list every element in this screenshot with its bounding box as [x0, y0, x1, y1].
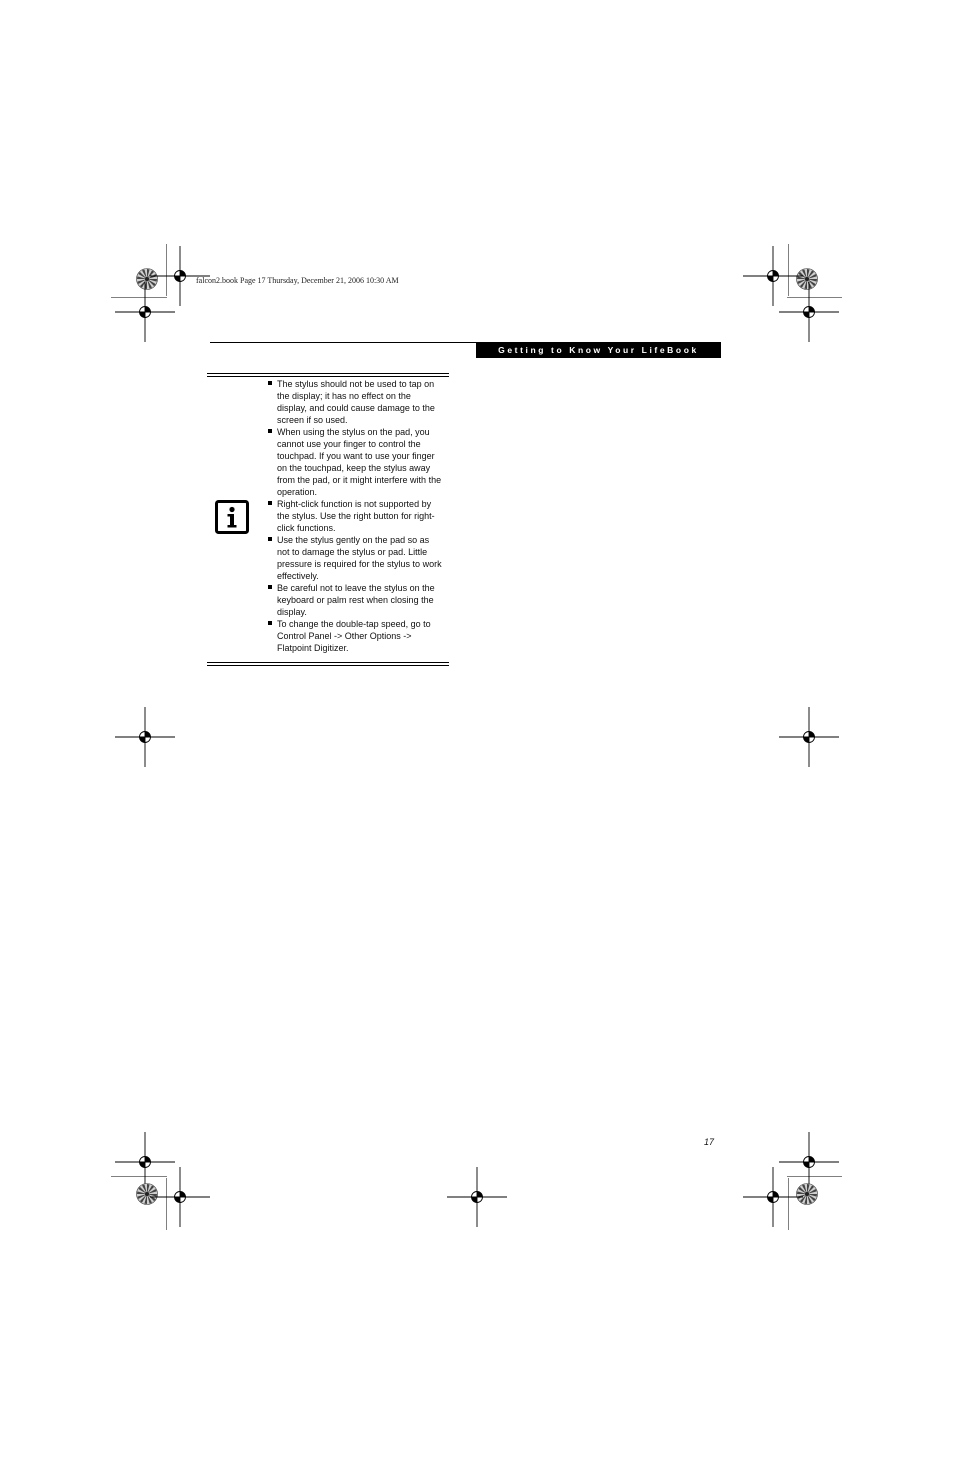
note-list [267, 378, 443, 654]
file-stamp: falcon2.book Page 17 Thursday, December 21, 2006 10:30 AM [196, 276, 399, 285]
note-top-rule [207, 373, 449, 374]
crosshair-mark-icon [115, 707, 175, 767]
note-bottom-rule [207, 662, 449, 663]
trim-line [788, 1178, 789, 1230]
trim-line [111, 297, 167, 298]
page-number: 17 [704, 1137, 715, 1147]
note-top-rule [207, 376, 449, 377]
note-bottom-rule [207, 665, 449, 666]
list-item: Right-click function is not supported by the stylus. Use the right button for right-click functions. [267, 498, 443, 534]
header-rule [210, 342, 476, 343]
list-item: Use the stylus gently on the pad so as not to damage the stylus or pad. Little pressure is required for the stylus to work effectively. [267, 534, 443, 582]
crosshair-mark-icon [447, 1167, 507, 1227]
crosshair-mark-icon [779, 707, 839, 767]
crosshair-mark-icon [150, 1167, 210, 1227]
trim-line [787, 297, 842, 298]
note-box [207, 372, 449, 667]
list-item: When using the stylus on the pad, you cannot use your finger to control the touchpad. If you want to use your finger on the touchpad, keep the stylus away from the pad, or it might interfere with the operation. [267, 426, 443, 498]
list-item: To change the double-tap speed, go to Control Panel -> Other Options -> Flatpoint Digitizer. [267, 618, 443, 654]
info-icon [215, 500, 249, 534]
section-header: Getting to Know Your LifeBook [476, 342, 721, 358]
list-item: Be careful not to leave the stylus on the keyboard or palm rest when closing the display. [267, 582, 443, 618]
crosshair-mark-icon [779, 282, 839, 342]
crosshair-mark-icon [743, 1167, 803, 1227]
list-item: The stylus should not be used to tap on the display; it has no effect on the display, and could cause damage to the screen if so used. [267, 378, 443, 426]
trim-line [166, 1178, 167, 1230]
crosshair-mark-icon [115, 282, 175, 342]
